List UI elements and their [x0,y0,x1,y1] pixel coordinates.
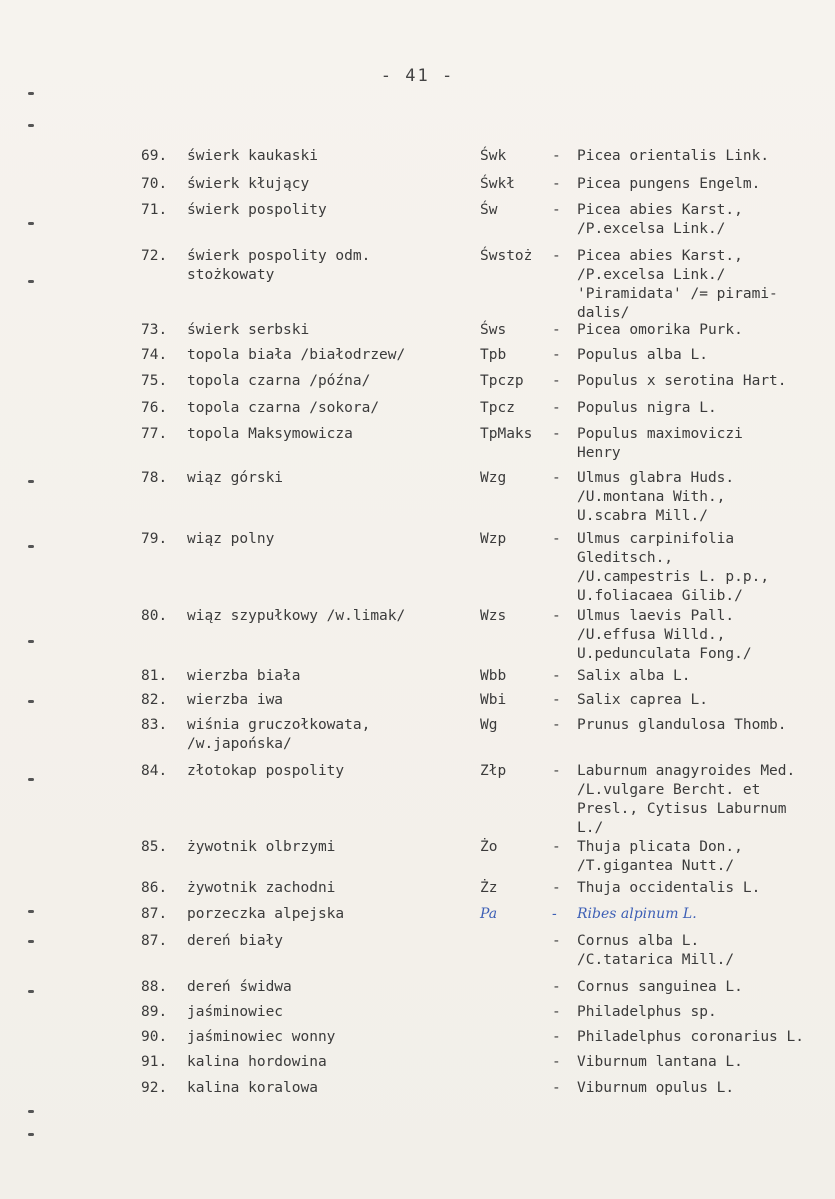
entry-number: 88. [141,979,168,995]
abbreviation: Wzs [480,608,507,624]
separator-dash: - [552,531,561,547]
page-number: - 41 - [380,66,455,86]
margin-speck [28,640,34,643]
entry-number: 87. [141,933,168,949]
separator-dash: - [552,322,561,338]
entry-number: 84. [141,763,168,779]
margin-speck [28,92,34,95]
separator-dash: - [552,979,561,995]
latin-name: Picea abies Karst., /P.excelsa Link./ 'Piramidata' /= pirami- dalis/ [577,248,778,321]
polish-name: jaśminowiec wonny [187,1029,336,1045]
latin-name: Salix caprea L. [577,692,708,708]
margin-speck [28,910,34,913]
polish-name: wiąz polny [187,531,275,547]
entry-number: 82. [141,692,168,708]
abbreviation: Św [480,202,498,218]
separator-dash: - [552,1029,561,1045]
margin-speck [28,480,34,483]
polish-name: wiąz szypułkowy /w.limak/ [187,608,406,624]
separator-dash: - [552,763,561,779]
entry-number: 70. [141,176,168,192]
abbreviation: Żo [480,839,498,855]
entry-number: 75. [141,373,168,389]
abbreviation: Śwstoż [480,248,533,264]
latin-name: Cornus sanguinea L. [577,979,743,995]
polish-name: wiąz górski [187,470,284,486]
entry-number: 76. [141,400,168,416]
margin-speck [28,280,34,283]
separator-dash: - [552,839,561,855]
latin-name: Viburnum lantana L. [577,1054,743,1070]
abbreviation: Złp [480,763,507,779]
polish-name: świerk kaukaski [187,148,318,164]
polish-name: świerk kłujący [187,176,310,192]
latin-name: Philadelphus coronarius L. [577,1029,804,1045]
latin-name: Picea orientalis Link. [577,148,770,164]
polish-name: wierzba iwa [187,692,284,708]
separator-dash: - [552,933,561,949]
latin-name: Populus maximoviczi Henry [577,426,743,461]
separator-dash: - [552,880,561,896]
polish-name: żywotnik zachodni [187,880,336,896]
latin-name: Populus x serotina Hart. [577,373,787,389]
margin-speck [28,1110,34,1113]
entry-number: 80. [141,608,168,624]
polish-name: jaśminowiec [187,1004,284,1020]
entry-number: 69. [141,148,168,164]
latin-name: Salix alba L. [577,668,691,684]
entry-number: 86. [141,880,168,896]
polish-name: wierzba biała [187,668,301,684]
abbreviation: Wbb [480,668,507,684]
latin-name: Ulmus carpinifolia Gleditsch., /U.campestris L. p.p., U.foliacaea Gilib./ [577,531,770,604]
margin-speck [28,990,34,993]
latin-name: Prunus glandulosa Thomb. [577,717,787,733]
separator-dash: - [552,347,561,363]
margin-speck [28,700,34,703]
margin-speck [28,545,34,548]
entry-number: 85. [141,839,168,855]
latin-name: Populus nigra L. [577,400,717,416]
abbreviation: Wzg [480,470,507,486]
margin-speck [28,1133,34,1136]
polish-name: topola biała /białodrzew/ [187,347,406,363]
polish-name: kalina koralowa [187,1080,318,1096]
margin-speck [28,940,34,943]
abbreviation: Tpczp [480,373,524,389]
entry-number: 91. [141,1054,168,1070]
latin-name: Philadelphus sp. [577,1004,717,1020]
abbreviation: Śws [480,322,507,338]
latin-name: Populus alba L. [577,347,708,363]
separator-dash: - [552,1054,561,1070]
latin-name: Laburnum anagyroides Med. /L.vulgare Bercht. et Presl., Cytisus Laburnum L./ [577,763,796,836]
separator-dash: - [552,1004,561,1020]
polish-name: żywotnik olbrzymi [187,839,336,855]
latin-name: Ulmus laevis Pall. /U.effusa Willd., U.pedunculata Fong./ [577,608,752,662]
polish-name: wiśnia gruczołkowata, /w.japońska/ [187,717,371,752]
entry-number: 74. [141,347,168,363]
separator-dash: - [552,906,557,922]
abbreviation: Tpb [480,347,507,363]
entry-number: 89. [141,1004,168,1020]
latin-name: Cornus alba L. /C.tatarica Mill./ [577,933,735,968]
abbreviation: Wg [480,717,498,733]
abbreviation: TpMaks [480,426,533,442]
entry-number: 81. [141,668,168,684]
polish-name: świerk pospolity odm. stożkowaty [187,248,371,283]
entry-number: 87. [141,906,168,922]
separator-dash: - [552,176,561,192]
margin-speck [28,222,34,225]
separator-dash: - [552,426,561,442]
separator-dash: - [552,1080,561,1096]
entry-number: 72. [141,248,168,264]
margin-speck [28,778,34,781]
polish-name: dereń biały [187,933,284,949]
separator-dash: - [552,608,561,624]
entry-number: 78. [141,470,168,486]
polish-name: świerk pospolity [187,202,327,218]
polish-name: złotokap pospolity [187,763,345,779]
polish-name: topola Maksymowicza [187,426,353,442]
entry-number: 71. [141,202,168,218]
separator-dash: - [552,717,561,733]
abbreviation: Śwk [480,148,507,164]
separator-dash: - [552,400,561,416]
latin-name: Ulmus glabra Huds. /U.montana With., U.scabra Mill./ [577,470,735,524]
polish-name: topola czarna /późna/ [187,373,371,389]
entry-number: 92. [141,1080,168,1096]
separator-dash: - [552,148,561,164]
abbreviation: Wzp [480,531,507,547]
separator-dash: - [552,202,561,218]
polish-name: kalina hordowina [187,1054,327,1070]
margin-speck [28,124,34,127]
latin-name: Viburnum opulus L. [577,1080,735,1096]
separator-dash: - [552,692,561,708]
latin-name: Picea omorika Purk. [577,322,743,338]
latin-name: Picea abies Karst., /P.excelsa Link./ [577,202,743,237]
abbreviation: Śwkł [480,176,515,192]
abbreviation: Żz [480,880,498,896]
separator-dash: - [552,668,561,684]
separator-dash: - [552,248,561,264]
polish-name: porzeczka alpejska [187,906,345,922]
entry-number: 79. [141,531,168,547]
entry-number: 73. [141,322,168,338]
abbreviation: Wbi [480,692,507,708]
handwritten-latin-name: Ribes alpinum L. [577,906,697,922]
polish-name: dereń świdwa [187,979,292,995]
separator-dash: - [552,470,561,486]
entry-number: 77. [141,426,168,442]
separator-dash: - [552,373,561,389]
polish-name: świerk serbski [187,322,310,338]
latin-name: Thuja occidentalis L. [577,880,761,896]
handwritten-abbreviation: Pa [480,906,498,922]
abbreviation: Tpcz [480,400,515,416]
entry-number: 83. [141,717,168,733]
polish-name: topola czarna /sokora/ [187,400,380,416]
latin-name: Picea pungens Engelm. [577,176,761,192]
latin-name: Thuja plicata Don., /T.gigantea Nutt./ [577,839,743,874]
entry-number: 90. [141,1029,168,1045]
